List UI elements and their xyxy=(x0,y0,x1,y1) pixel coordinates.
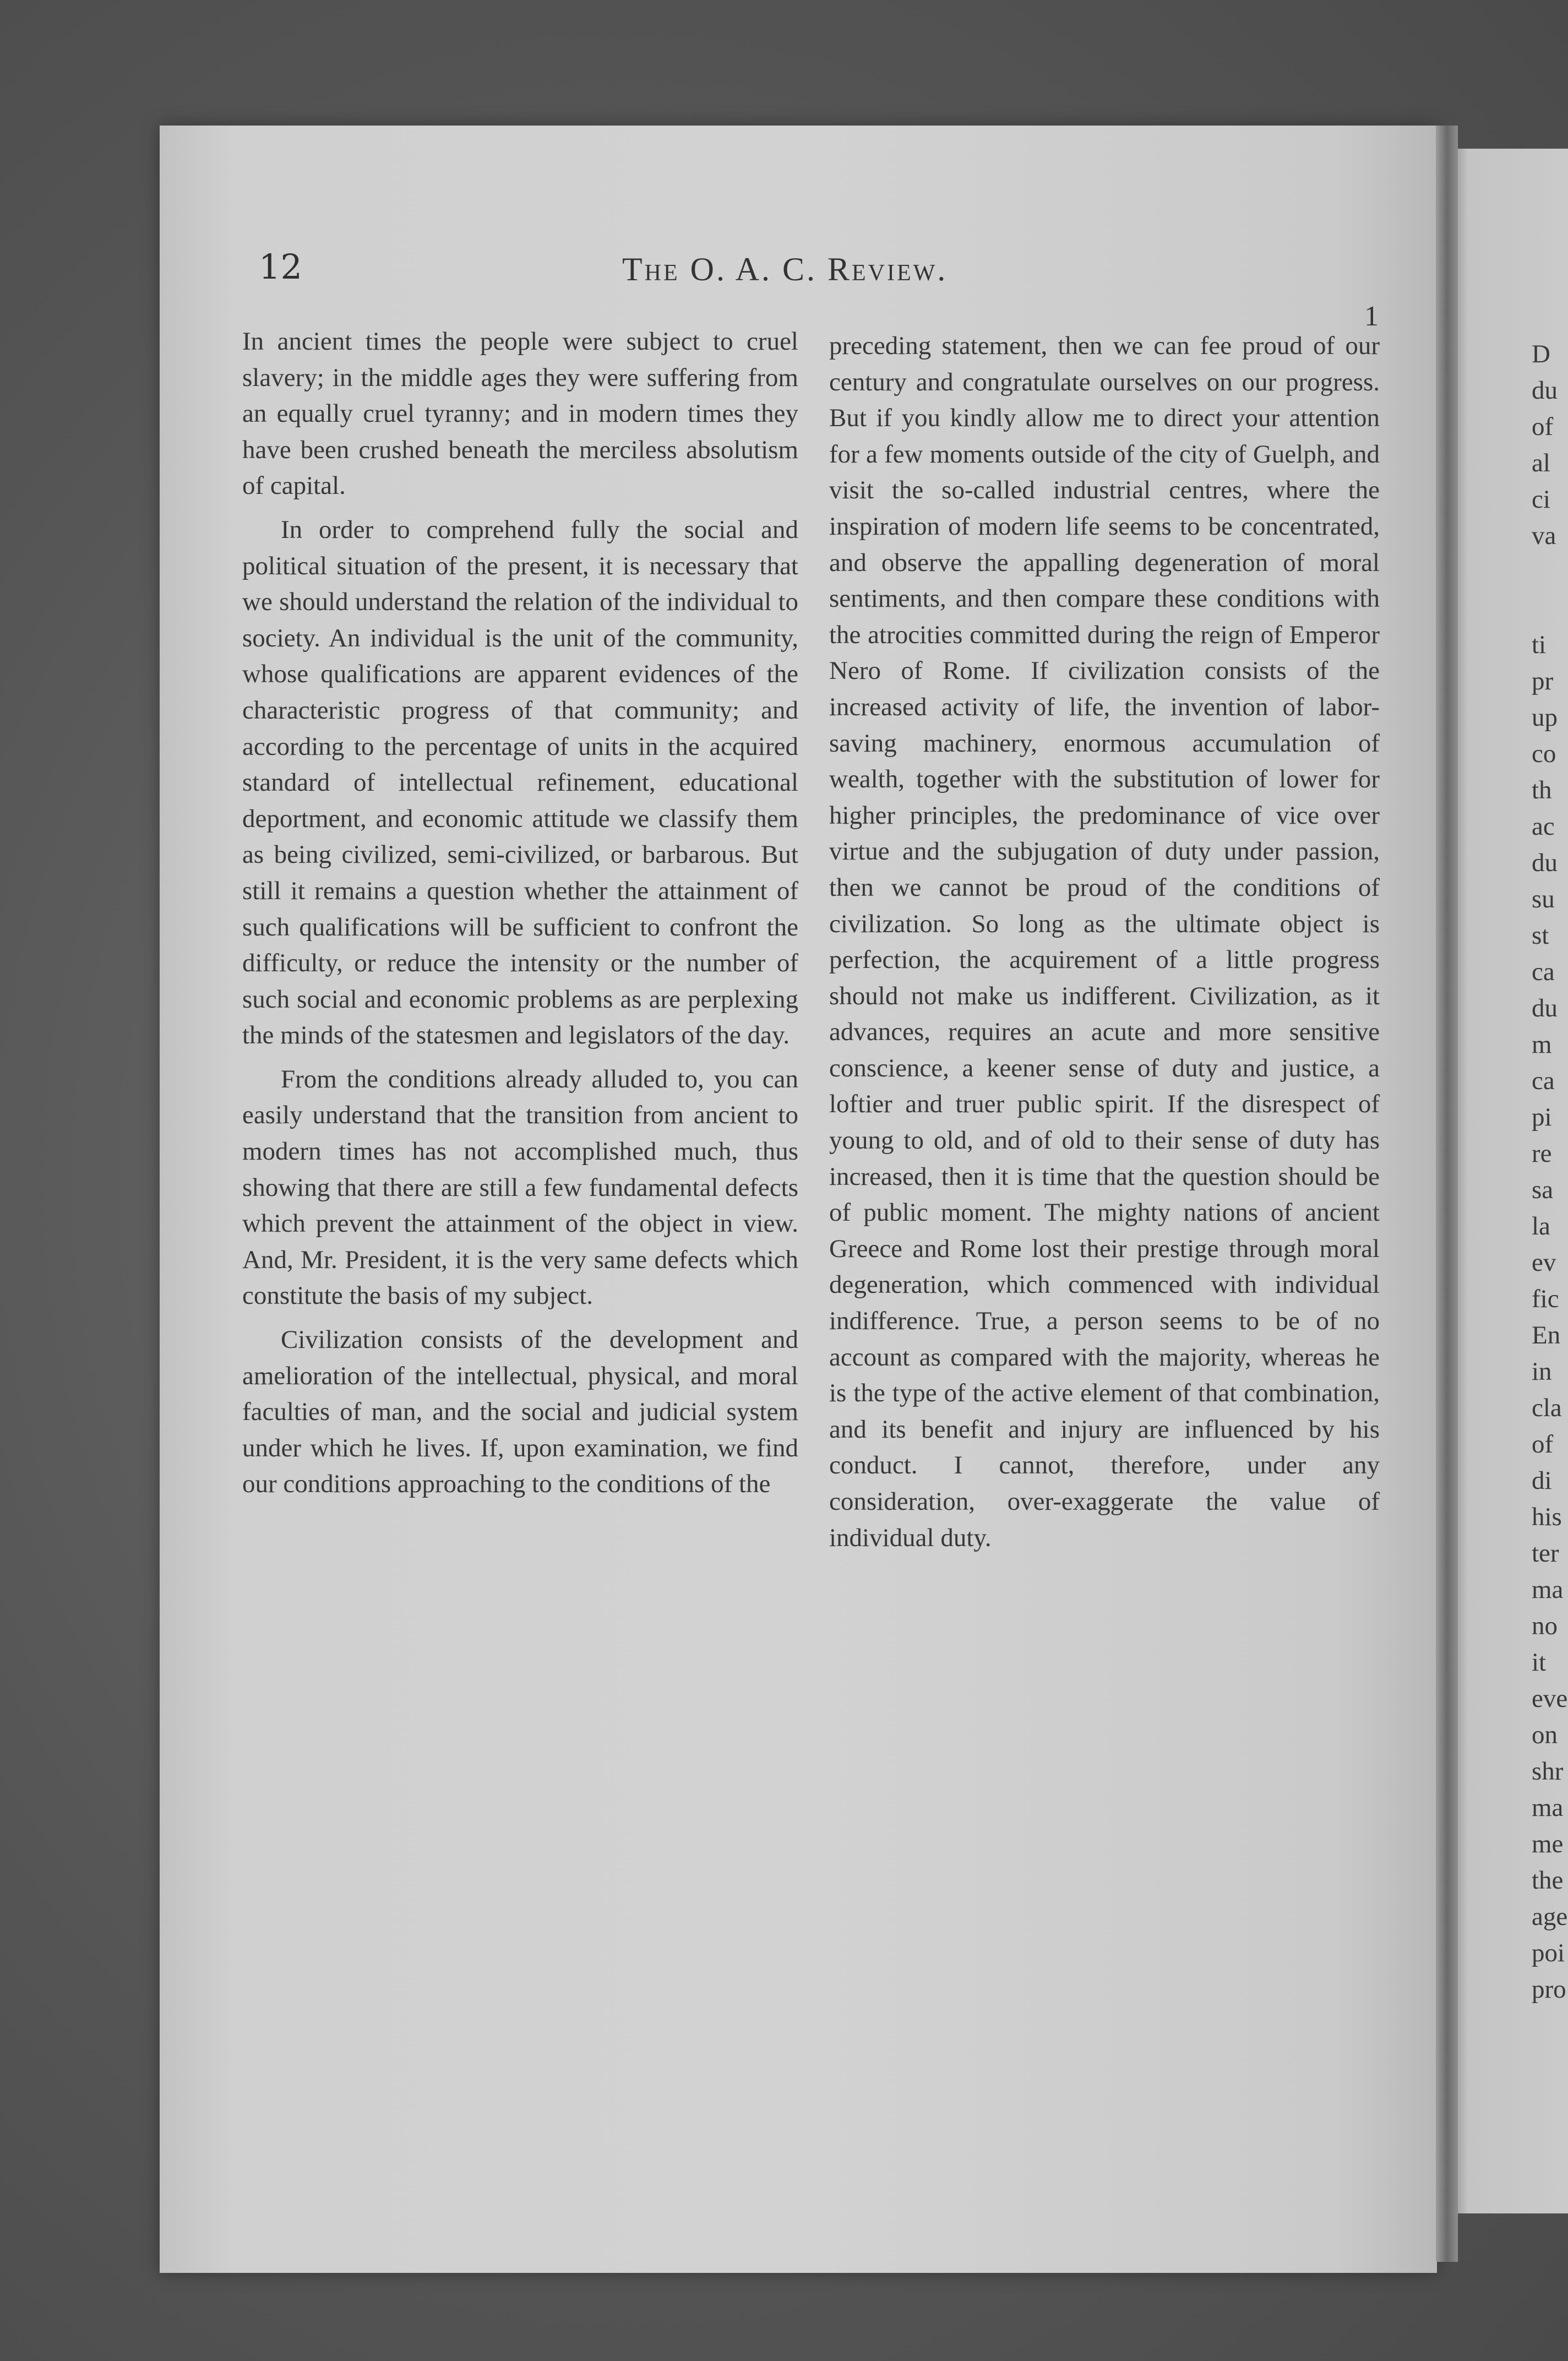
left-column xyxy=(242,324,798,1503)
fragment-line: du xyxy=(1532,376,1558,405)
paragraph: In ancient times the people were subject to cruel slavery; in the middle ages they were suffering from an equally cruel tyranny; and in modern times they have been crushed beneath the merciless absolutism of capital. xyxy=(242,327,798,501)
fragment-line: fic xyxy=(1532,1285,1559,1313)
paragraph: From the conditions already alluded to, you can easily understand that the transition from ancient to modern times has not accomplished much, thus showing that there are still a few fundamental defects which prevent the attainment of the object in view. And, Mr. President, it is the very same defects which constitute the basis of my subject. xyxy=(242,1064,798,1310)
fragment-line: me xyxy=(1532,1830,1564,1858)
fragment-line: ev xyxy=(1532,1248,1556,1277)
fragment-line: su xyxy=(1532,885,1555,913)
stray-mark: 1 xyxy=(1364,301,1379,332)
fragment-line: di xyxy=(1532,1466,1552,1495)
fragment-line: no xyxy=(1532,1612,1558,1640)
fragment-line: up xyxy=(1532,703,1558,732)
fragment-line: du xyxy=(1532,848,1558,877)
fragment-line: ter xyxy=(1532,1539,1559,1568)
fragment-line: poi xyxy=(1532,1939,1565,1967)
fragment-line: st xyxy=(1532,921,1549,950)
fragment-line: du xyxy=(1532,994,1558,1022)
fragment-line: in xyxy=(1532,1357,1552,1386)
fragment-line: pr xyxy=(1532,667,1554,695)
fragment-line: En xyxy=(1532,1321,1561,1350)
fragment-line: on xyxy=(1532,1721,1558,1749)
fragment-line: pi xyxy=(1532,1103,1552,1131)
fragment-line: ca xyxy=(1532,1067,1555,1095)
fragment-line: m xyxy=(1532,1030,1552,1059)
facing-page-text xyxy=(1532,336,1568,2008)
fragment-line: th xyxy=(1532,776,1552,804)
fragment-line: it xyxy=(1532,1648,1547,1677)
fragment-line: ma xyxy=(1532,1793,1564,1822)
book-gutter xyxy=(1436,126,1458,2262)
fragment-line: ma xyxy=(1532,1575,1564,1604)
paragraph: preceding statement, then we can fee proud of our century and congratulate ourselves on our progress. But if you kindly allow me to direct your attention for a few moments outside of the city of Guelph, and visit the so-called industrial centres, where the inspiration of modern life seems to be concentrated, and observe the appalling degeneration of moral sentiments, and then compare these conditions with the atrocities committed during the reign of Emperor Nero of Rome. If civilization consists of the increased activity of life, the invention of labor-saving machinery, enormous accumulation of wealth, together with the substitution of lower for higher principles, the predominance of vice over virtue and the subjugation of duty under passion, then we cannot be proud of the conditions of civilization. So long as the ultimate object is perfection, the acquirement of a little progress should not make us indifferent. Civilization, as it advances, requires an acute and more sensitive conscience, a keener sense of duty and justice, a loftier and truer public spirit. If the disrespect of young to old, and of old to their sense of duty has increased, then it is time that the question should be of public moment. The mighty nations of ancient Greece and Rome lost their prestige through moral degeneration, which commenced with individual indifference. True, a person seems to be of no account as compared with the majority, whereas he is the type of the active element of that combination, and its benefit and injury are influenced by his conduct. I cannot, therefore, under any consideration, over-exaggerate the value of individual duty. xyxy=(829,331,1380,1552)
fragment-line: ac xyxy=(1532,812,1555,841)
fragment-line: la xyxy=(1532,1212,1550,1241)
fragment-line: of xyxy=(1532,412,1554,441)
paragraph: Civilization consists of the development and amelioration of the intellectual, physical, and moral faculties of man, and the social and judicial system under which he lives. If, upon examination, we find our conditions approaching to the conditions of the xyxy=(242,1325,798,1499)
fragment-line: age xyxy=(1532,1902,1568,1931)
running-head: The O. A. C. Review. xyxy=(622,251,948,287)
fragment-line: ti xyxy=(1532,630,1547,659)
page-number: 12 xyxy=(259,247,302,287)
fragment-line: va xyxy=(1532,521,1556,550)
paragraph: In order to comprehend fully the social and political situation of the present, it is necessary that we should understand the relation of the individual to society. An individual is the unit of the community, whose qualifications are apparent evidences of the characteristic progress of that community; and according to the percentage of units in the acquired standard of intellectual refinement, educational deportment, and economic attitude we classify them as being civilized, semi-civilized, or barbarous. But still it remains a question whether the attainment of such qualifications will be sufficient to confront the difficulty, or reduce the intensity or the number of such social and economic problems as are perplexing the minds of the statesmen and legislators of the day. xyxy=(242,515,798,1050)
right-column xyxy=(829,328,1380,1556)
fragment-line: al xyxy=(1532,449,1550,477)
fragment-line: co xyxy=(1532,739,1556,768)
fragment-line: the xyxy=(1532,1866,1564,1895)
fragment-line: pro xyxy=(1532,1975,1566,2004)
fragment-line: his xyxy=(1532,1503,1562,1531)
fragment-line: D xyxy=(1532,340,1550,368)
fragment-line: sa xyxy=(1532,1176,1554,1204)
fragment-line: eve xyxy=(1532,1684,1568,1713)
fragment-line: re xyxy=(1532,1139,1552,1168)
fragment-line: ci xyxy=(1532,485,1550,514)
fragment-spacer xyxy=(1532,554,1568,627)
fragment-line: cla xyxy=(1532,1394,1562,1422)
fragment-line: of xyxy=(1532,1430,1554,1459)
fragment-line: shr xyxy=(1532,1757,1564,1786)
fragment-line: ca xyxy=(1532,958,1555,986)
